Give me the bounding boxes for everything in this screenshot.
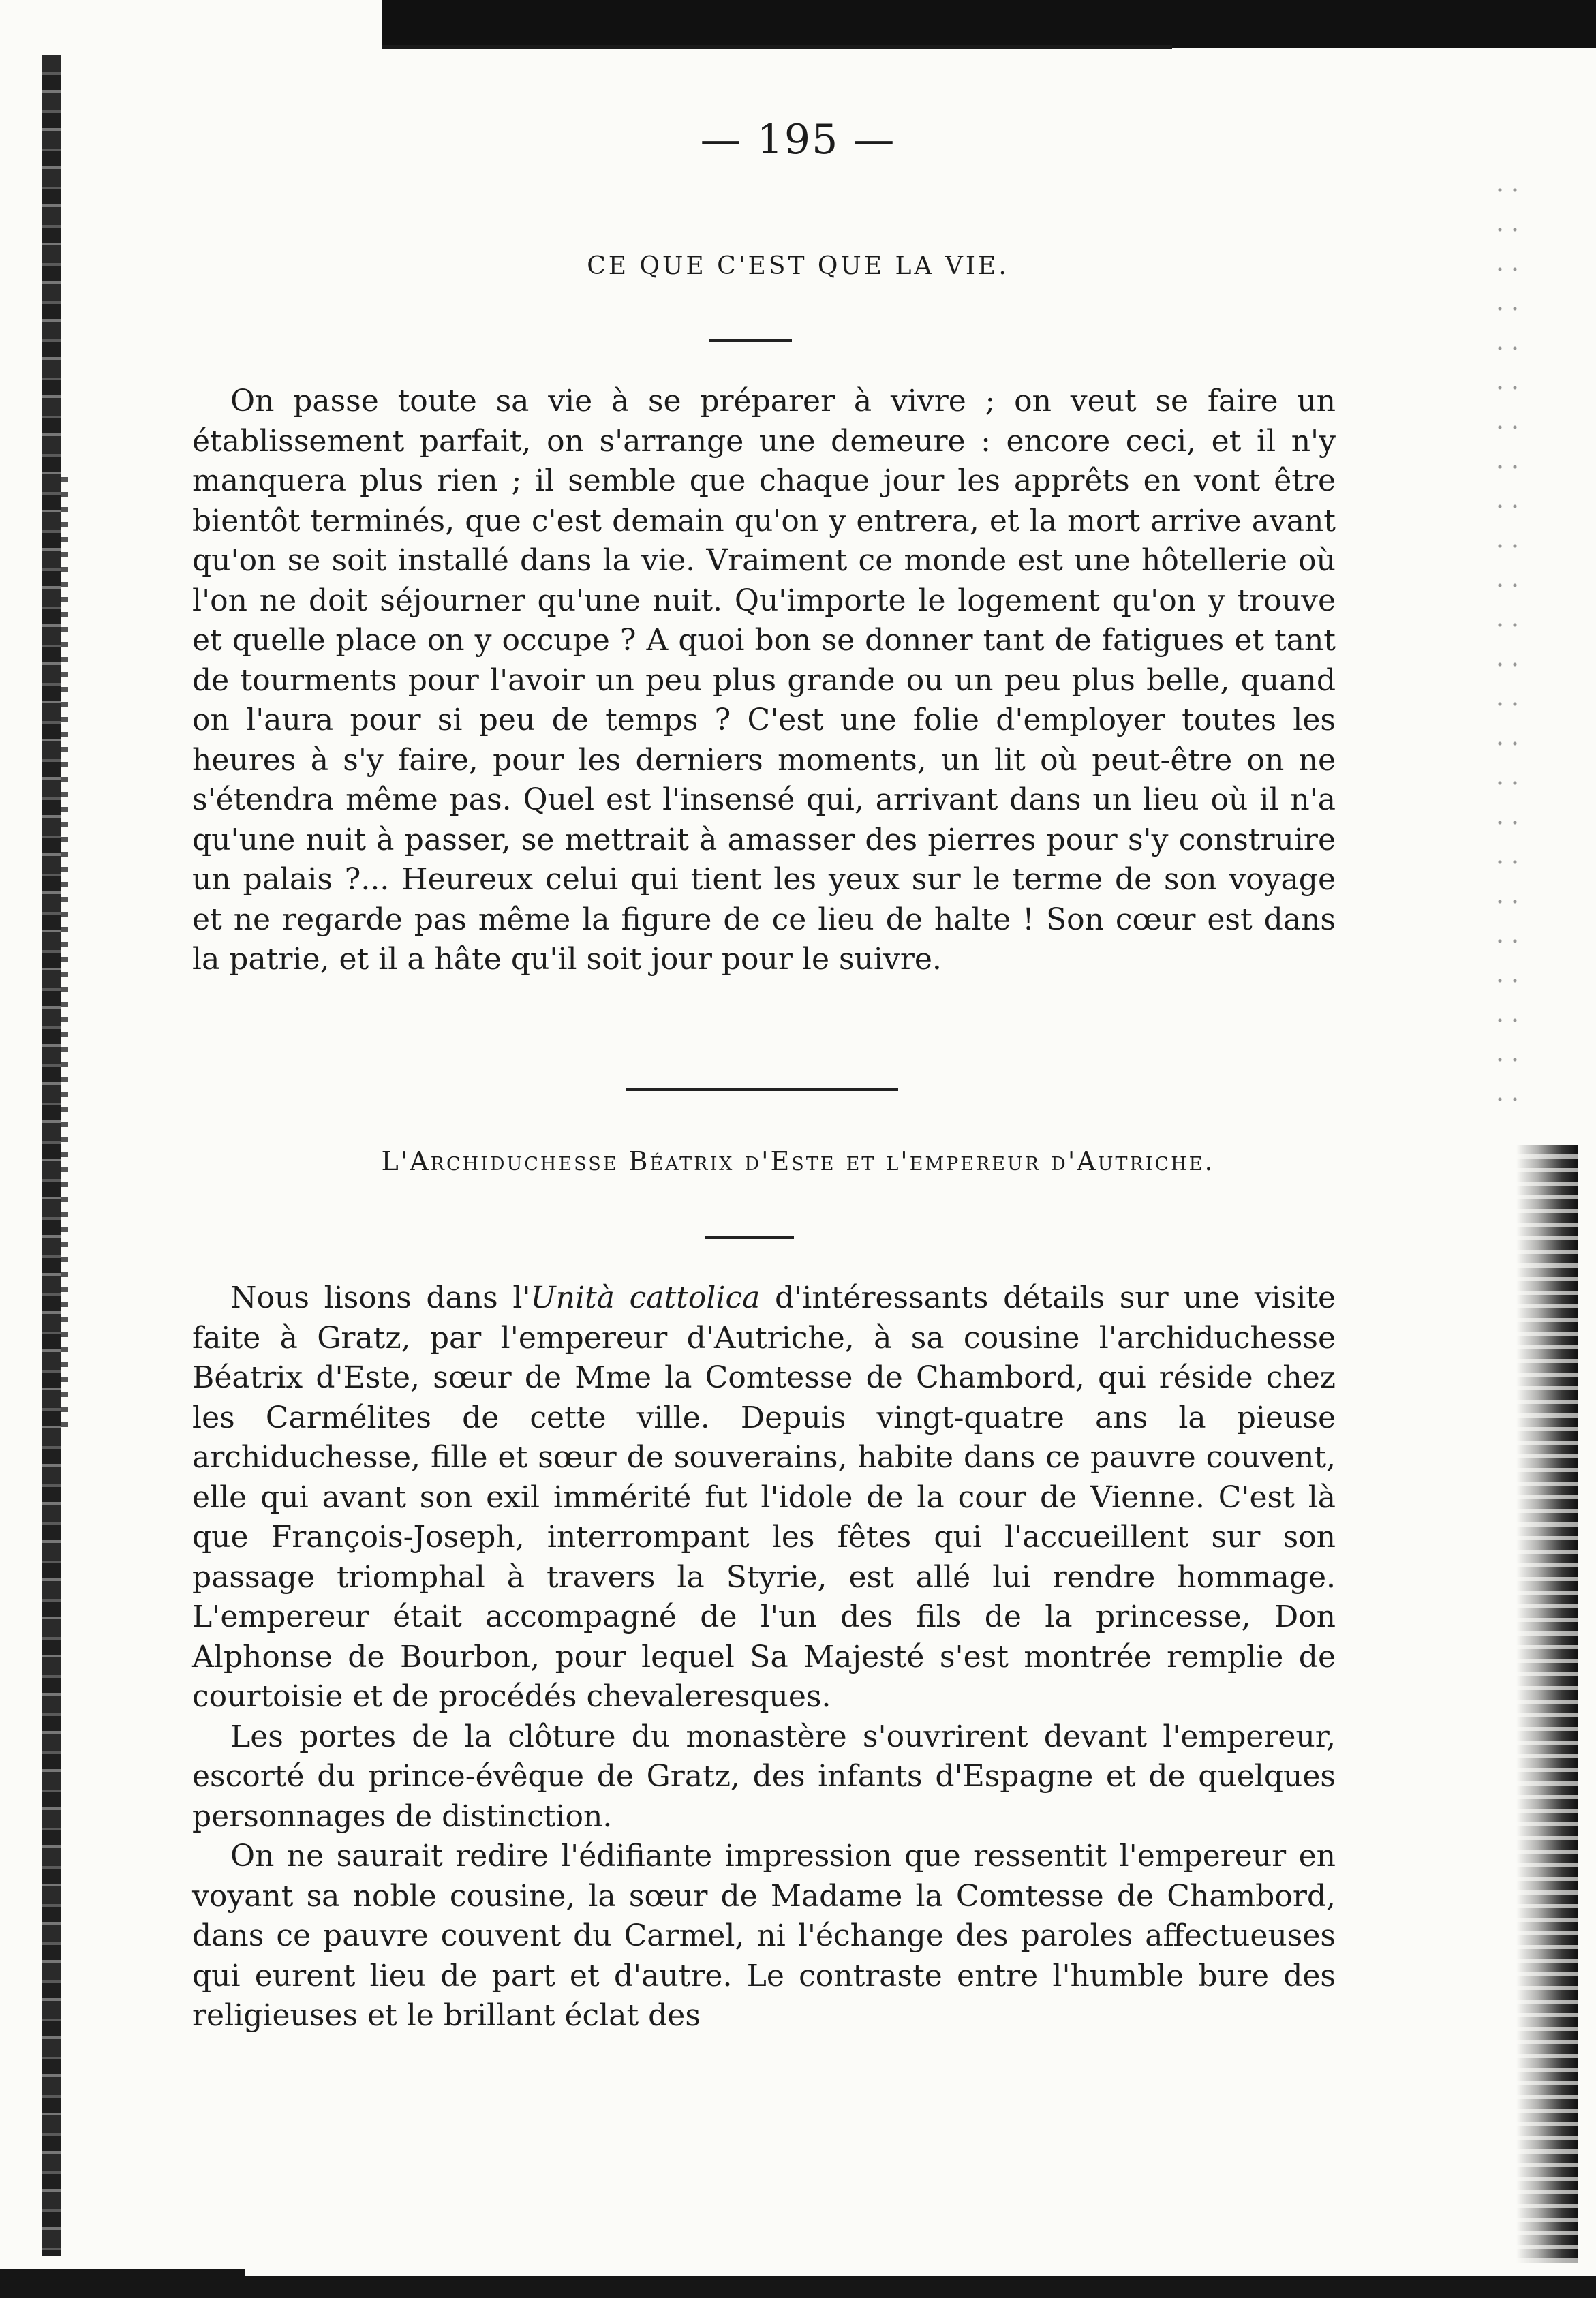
paragraph: On passe toute sa vie à se préparer à vivre ; on veut se faire un établissement parfait, on s'arrange une demeure : encore ceci, et il n'y manquera plus rien ; il semble que chaque jour les apprêts en vont être bientôt terminés, que c'est demain qu'on y entrera, et la mort arrive avant qu'on se soit installé dans la vie. Vraiment ce monde est une hôtellerie où l'on ne doit séjourner qu'une nuit. Qu'importe le logement qu'on y trouve et quelle place on y occupe ? A quoi bon se donner tant de fatigues et tant de tourments pour l'avoir un peu plus grande ou un peu plus belle, quand on l'aura pour si peu de temps ? C'est une folie d'employer toutes les heures à s'y faire, pour les derniers moments, un lit où peut-être on ne s'étendra même pas. Quel est l'insensé qui, arrivant dans un lieu où il n'a qu'une nuit à passer, se mettrait à amasser des pierres pour s'y construire un palais ?... Heureux celui qui tient les yeux sur le terme de son voyage et ne regarde pas même la figure de ce lieu de halte ! Son cœur est dans la patrie, et il a hâte qu'il soit jour pour le suivre. [192, 384, 1336, 977]
title-underline-rule [705, 1236, 794, 1239]
section-title-vie: CE QUE C'EST QUE LA VIE. [587, 252, 1009, 280]
scan-border-bottom [89, 2276, 1596, 2298]
scan-border-top-line [382, 45, 1172, 49]
paragraph: Les portes de la clôture du monastère s'ouvrirent devant l'empereur, escorté du prince-évêque de Gratz, des infants d'Espagne et de quelques personnages de distinction. [192, 1719, 1336, 1834]
paragraph-text: d'intéressants détails sur une visite faite à Gratz, par l'empereur d'Autriche, à sa cousine l'archiduchesse Béatrix d'Este, sœur de Mme la Comtesse de Chambord, qui réside chez les Carmélites de cette ville. Depuis vingt-quatre ans la pieuse archiduchesse, fille et sœur de souverains, habite dans ce pauvre couvent, elle qui avant son exil immérité fut l'idole de la cour de Vienne. C'est là que François-Joseph, interrompant les fêtes qui l'accueillent sur son passage triomphal à travers la Styrie, est allé lui rendre hommage. L'empereur était accompagné de l'un des fils de la princesse, Don Alphonse de Bourbon, pour lequel Sa Majesté s'est montrée remplie de courtoisie et de procédés chevaleresques. [192, 1281, 1336, 1714]
paragraph: On ne saurait redire l'édifiante impression que ressentit l'empereur en voyant sa noble cousine, la sœur de Madame la Comtesse de Chambord, dans ce pauvre couvent du Carmel, ni l'échange des paroles affectueuses qui eurent lieu de part et d'autre. Le contraste entre l'humble bure des religieuses et le brillant éclat des [192, 1839, 1336, 2033]
scan-border-top [382, 0, 1596, 48]
section-divider-rule [626, 1088, 898, 1091]
scan-specks-right [1492, 170, 1526, 1124]
newspaper-title: Unità cattolica [530, 1281, 761, 1315]
section-title-archiduchesse: L'Archiduchesse Béatrix d'Este et l'empereur d'Autriche. [381, 1146, 1215, 1176]
paragraph [192, 1278, 1336, 1717]
section-body-vie [192, 382, 1336, 980]
section-body-archiduchesse [192, 1278, 1336, 2036]
scan-border-left-shadow [61, 477, 68, 1431]
paragraph-text: Nous lisons dans l' [230, 1281, 531, 1315]
title-underline-rule [709, 339, 792, 342]
scan-smudge-right [1516, 1145, 1578, 2263]
page-number: — 195 — [700, 116, 896, 164]
